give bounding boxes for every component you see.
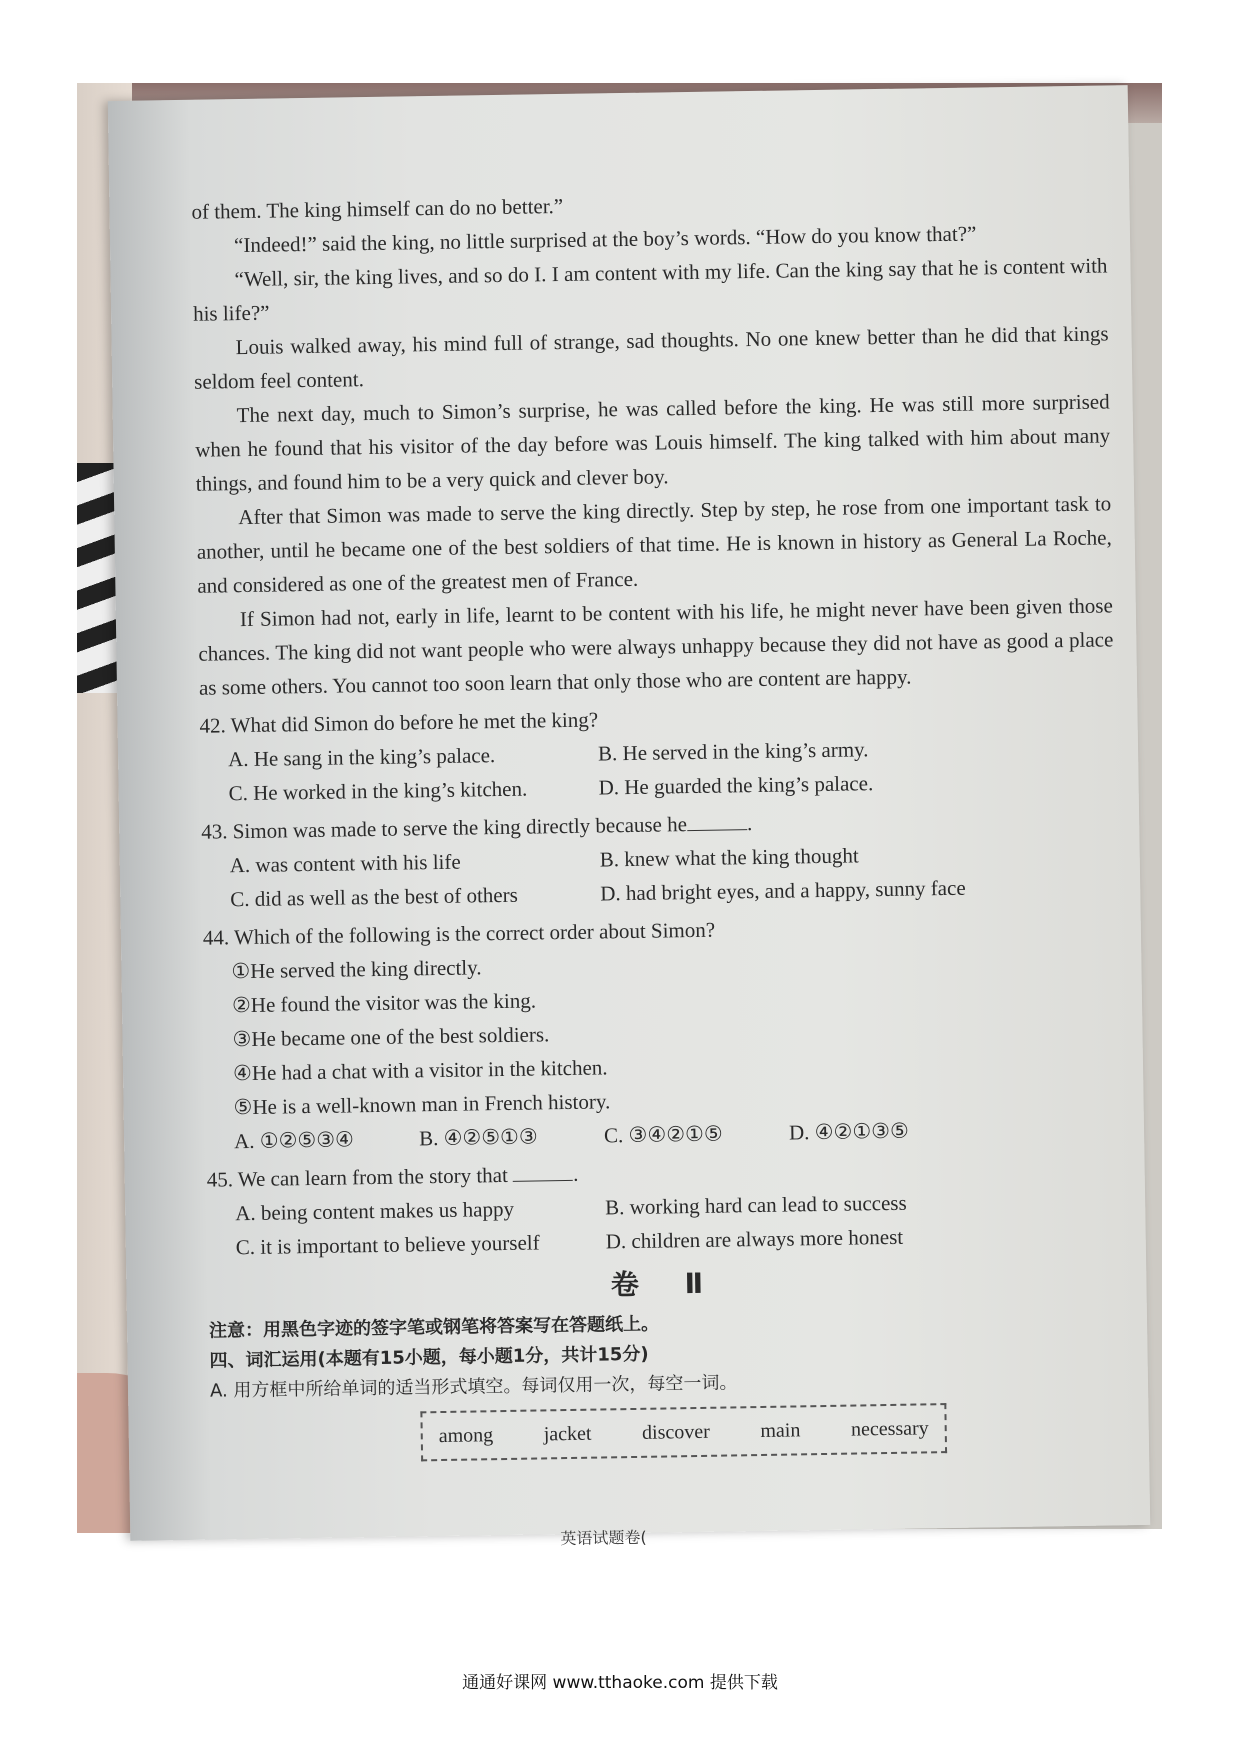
option-a: A. being content makes us happy <box>235 1196 515 1226</box>
word-box <box>420 1403 947 1461</box>
word-item: main <box>760 1419 801 1443</box>
option-c: C. did as well as the best of others <box>230 882 518 912</box>
options <box>207 1182 1123 1264</box>
passage-paragraph: If Simon had not, early in life, learnt to be content with his life, he might never have been given those chances. The king did not want people who were always unhappy because they did not have as good a place as some others. You cannot too soon learn that only those who are content are happy. <box>198 593 1114 700</box>
page-footer: 通通好课网 www.tthaoke.com 提供下载 <box>462 1673 778 1693</box>
question-stem: 42. What did Simon do before he met the king? <box>199 707 599 738</box>
option-a: A. ①②⑤③④ <box>233 1127 355 1154</box>
paper-footer: 英语试题卷( <box>560 1527 647 1549</box>
passage-paragraph: Louis walked away, his mind full of strange, sad thoughts. No one knew better than he did that kings seldom feel content. <box>193 321 1109 394</box>
option-d: D. had bright eyes, and a happy, sunny face <box>600 875 966 906</box>
photo-frame <box>77 83 1162 1549</box>
part-two-title: 卷 Ⅱ <box>610 1266 722 1302</box>
question-stem-45: 45. We can learn from the story that . <box>206 1161 579 1192</box>
option-b: B. ④②⑤①③ <box>418 1124 538 1151</box>
option-b: B. knew what the king thought <box>599 843 859 872</box>
word-item: necessary <box>850 1417 929 1441</box>
exam-paper <box>108 85 1150 1549</box>
option-c: C. it is important to believe yourself <box>235 1230 540 1260</box>
option-d: D. children are always more honest <box>605 1224 904 1254</box>
question-44 <box>203 906 1122 1158</box>
paper-content <box>191 180 1126 1464</box>
question-45 <box>206 1148 1122 1264</box>
option-b: B. working hard can lead to success <box>605 1190 907 1220</box>
passage-paragraph: “Indeed!” said the king, no little surprised at the boy’s words. “How do you know that?” <box>233 221 977 258</box>
order-item: ③He became one of the best soldiers. <box>232 1022 550 1052</box>
section-heading: 四、词汇运用(本题有15小题，每小题1分，共计15分) <box>209 1343 649 1372</box>
question-stem-43: 43. Simon was made to serve the king directly because he . <box>201 811 753 844</box>
part-two-note: 注意：用黑色字迹的签字笔或钢笔将答案写在答题纸上。 <box>208 1313 660 1342</box>
passage-paragraph: of them. The king himself can do no better.” <box>191 193 564 224</box>
section-instruction: A. 用方框中所给单词的适当形式填空。每词仅用一次，每空一词。 <box>209 1372 738 1402</box>
option-c: C. He worked in the king’s kitchen. <box>228 776 528 806</box>
word-item: discover <box>641 1420 711 1444</box>
options <box>202 834 1118 916</box>
option-c: C. ③④②①⑤ <box>603 1121 723 1148</box>
question-42 <box>199 694 1115 810</box>
order-item: ④He had a chat with a visitor in the kitchen. <box>232 1055 608 1086</box>
order-item: ⑤He is a well-known man in French history. <box>233 1089 611 1120</box>
options <box>200 728 1116 810</box>
question-stem: 45. We can learn from the story that <box>206 1162 509 1192</box>
answer-blank <box>513 1162 573 1182</box>
answer-blank <box>687 811 747 831</box>
passage-paragraph: After that Simon was made to serve the king directly. Step by step, he rose from one important task to another, until he became one of the best soldiers of that time. He is known in history as General La Roche, and considered as one of the greatest men of France. <box>196 491 1112 598</box>
option-d: D. He guarded the king’s palace. <box>598 771 874 800</box>
order-item: ②He found the visitor was the king. <box>231 988 537 1018</box>
question-43 <box>201 800 1117 916</box>
option-d: D. ④②①③⑤ <box>788 1118 910 1145</box>
question-stem: 43. Simon was made to serve the king directly because he <box>201 812 688 844</box>
order-item: ①He served the king directly. <box>231 955 482 984</box>
option-a: A. was content with his life <box>229 849 461 878</box>
option-b: B. He served in the king’s army. <box>597 737 869 766</box>
passage-paragraph: “Well, sir, the king lives, and so do I. I am content with my life. Can the king say that he is content with his life?” <box>192 253 1108 326</box>
word-item: among <box>438 1424 494 1448</box>
passage-paragraph: The next day, much to Simon’s surprise, he was called before the king. He was still more surprised when he found that his visitor of the day before was Louis himself. The king talked with him about many things, and found him to be a very quick and clever boy. <box>195 389 1111 496</box>
word-item: jacket <box>543 1422 592 1446</box>
option-a: A. He sang in the king’s palace. <box>227 743 496 772</box>
question-stem: 44. Which of the following is the correct order about Simon? <box>202 917 716 950</box>
